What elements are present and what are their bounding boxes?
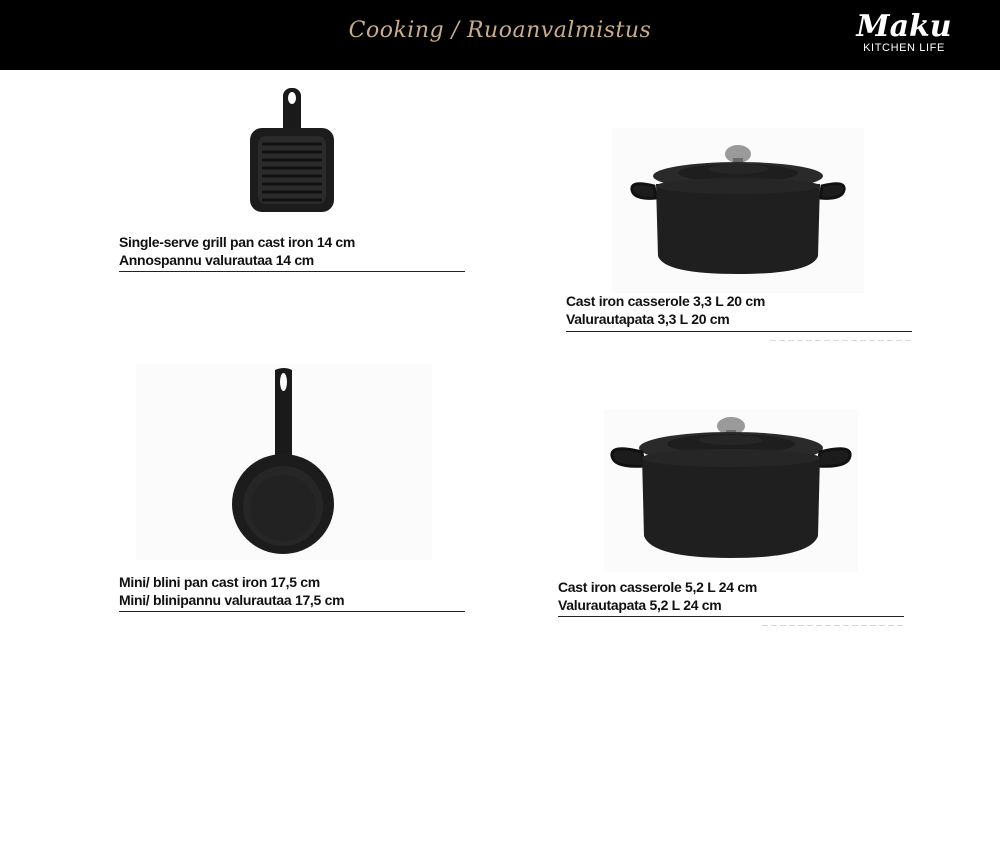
casserole-icon: [604, 410, 858, 572]
page-title: Cooking / Ruoanvalmistus: [348, 18, 652, 43]
caption-english: Cast iron casserole 5,2 L 24 cm: [558, 579, 757, 595]
caption-divider: [119, 271, 465, 272]
caption-finnish: Annospannu valurautaa 14 cm: [119, 252, 314, 268]
frying-pan-icon: [136, 364, 432, 560]
casserole-icon: [612, 128, 864, 293]
caption-finnish: Valurautapata 5,2 L 24 cm: [558, 597, 722, 613]
product-caption: [558, 578, 918, 614]
grill-pan-icon: [232, 84, 352, 224]
brand-tagline: KITCHEN LIFE: [863, 42, 945, 54]
brand-logo: [854, 9, 954, 54]
header-bar: [0, 0, 1000, 70]
caption-divider: [566, 331, 912, 332]
product-caption: [119, 573, 479, 609]
caption-finnish: Mini/ blinipannu valurautaa 17,5 cm: [119, 592, 345, 608]
product-caption: [119, 233, 479, 269]
caption-english: Cast iron casserole 3,3 L 20 cm: [566, 293, 765, 309]
faint-divider: [770, 340, 912, 341]
caption-english: Single-serve grill pan cast iron 14 cm: [119, 234, 356, 250]
caption-english: Mini/ blini pan cast iron 17,5 cm: [119, 574, 320, 590]
faint-divider: [762, 625, 904, 626]
brand-name: Maku: [856, 9, 952, 44]
caption-finnish: Valurautapata 3,3 L 20 cm: [566, 311, 730, 327]
caption-divider: [119, 611, 465, 612]
product-caption: [566, 292, 926, 328]
caption-divider: [558, 616, 904, 617]
